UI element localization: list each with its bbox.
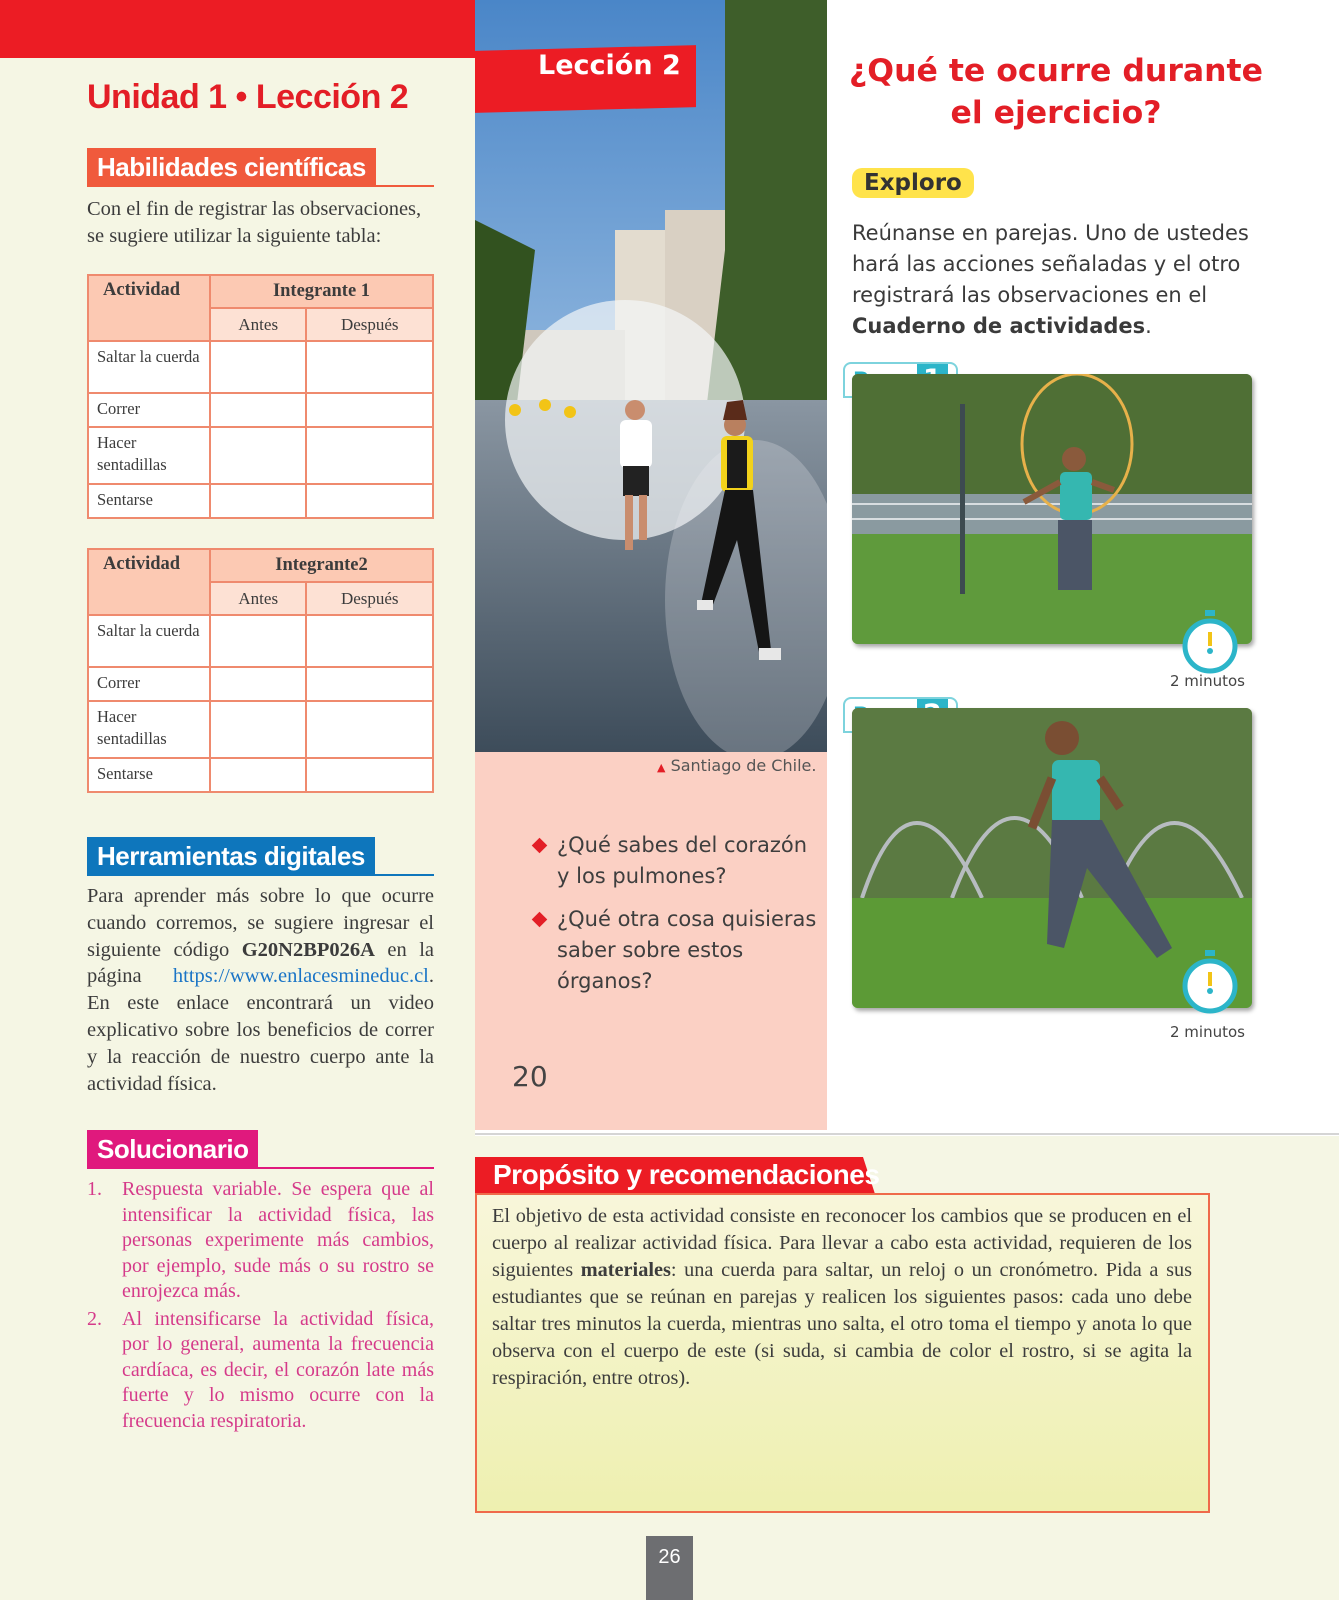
table-cell[interactable] xyxy=(306,701,433,758)
step-2-time: 2 minutos xyxy=(1170,1023,1245,1041)
table-cell[interactable] xyxy=(306,615,433,667)
solucionario-heading: Solucionario xyxy=(87,1130,258,1168)
table-header-after: Después xyxy=(306,582,433,615)
table-cell[interactable] xyxy=(306,341,433,393)
table-cell[interactable] xyxy=(210,758,306,792)
table-cell[interactable] xyxy=(306,758,433,792)
table-header-member: Integrante2 xyxy=(210,549,433,582)
purpose-heading: Propósito y recomendaciones xyxy=(493,1159,880,1190)
enlaces-link[interactable]: https://www.enlacesmineduc.cl xyxy=(172,965,429,988)
explore-bold: Cuaderno de actividades xyxy=(852,314,1146,338)
page-number-tab xyxy=(646,1536,693,1600)
table-header-member: Integrante 1 xyxy=(210,275,433,308)
herramientas-text-part: Para aprender más sobre lo que ocurre cuando corremos, se sugiere ingresar el siguiente código xyxy=(87,885,434,961)
purpose-bold: materiales xyxy=(580,1259,671,1281)
step-1-time: 2 minutos xyxy=(1170,672,1245,690)
table-header-activity: Actividad xyxy=(88,275,210,341)
purpose-text xyxy=(492,1203,1192,1392)
table-cell[interactable] xyxy=(306,393,433,427)
list-item xyxy=(87,1307,434,1435)
student-page-number: 20 xyxy=(512,1060,548,1093)
step-1-photo xyxy=(852,374,1252,644)
marathon-photo xyxy=(475,0,827,752)
question-item xyxy=(531,830,821,892)
habilidades-heading: Habilidades científicas xyxy=(87,148,376,186)
herramientas-text-part: . En este enlace encontrará un video explicativo sobre los beneficios de correr y la reacción de nuestro cuerpo ante la actividad física. xyxy=(87,965,434,1095)
unit-title: Unidad 1 • Lección 2 xyxy=(87,78,409,116)
table-row-label: Hacer sentadillas xyxy=(88,427,210,484)
photo-caption xyxy=(657,756,816,775)
table-cell[interactable] xyxy=(210,393,306,427)
list-number: 1. xyxy=(87,1178,102,1200)
herramientas-underline xyxy=(87,874,434,876)
habilidades-intro: Con el fin de registrar las observaciones, se sugiere utilizar la siguiente tabla: xyxy=(87,198,422,247)
solucionario-underline xyxy=(87,1167,434,1169)
purpose-text-part: : una cuerda para saltar, un reloj o un cronómetro. Pida a sus estudiantes que se reúnan en parejas y realicen los siguientes pasos: cada uno debe saltar tres minutos la cuerda, mientras uno salta, el otro toma el tiempo y anota lo que observa con el cuerpo de este (si suda, si cambia de color el rostro, si se agita la respiración, entre otros). xyxy=(492,1259,1192,1389)
table-header-after: Después xyxy=(306,308,433,341)
table-cell[interactable] xyxy=(210,615,306,667)
caption-text: Santiago de Chile. xyxy=(670,756,817,775)
list-text: Respuesta variable. Se espera que al intensificar la actividad física, las personas experimente más cambios, por ejemplo, sude más o su rostro se enrojezca más. xyxy=(122,1178,434,1302)
access-code: G20N2BP026A xyxy=(241,938,375,961)
observation-table-1 xyxy=(87,274,434,519)
list-text: Al intensificarse la actividad física, por lo general, aumenta la frecuencia cardíaca, es decir, el corazón late más fuerte y lo mismo ocurre con la frecuencia respiratoria. xyxy=(122,1307,434,1432)
question-item xyxy=(531,904,821,997)
table-cell[interactable] xyxy=(210,667,306,701)
table-row-label: Saltar la cuerda xyxy=(88,615,210,667)
table-cell[interactable] xyxy=(210,484,306,518)
lesson-tag-label: Lección 2 xyxy=(538,50,681,81)
table-cell[interactable] xyxy=(210,701,306,758)
explore-text xyxy=(852,218,1272,342)
table-row-label: Correr xyxy=(88,393,210,427)
observation-table-2 xyxy=(87,548,434,793)
top-red-bar xyxy=(0,0,475,58)
question-text: ¿Qué sabes del corazón y los pulmones? xyxy=(557,833,808,888)
table-row-label: Correr xyxy=(88,667,210,701)
page-number: 26 xyxy=(658,1546,681,1568)
table-header-before: Antes xyxy=(210,582,306,615)
table-row-label: Sentarse xyxy=(88,758,210,792)
herramientas-text xyxy=(87,883,434,1097)
table-cell[interactable] xyxy=(210,341,306,393)
table-row-label: Saltar la cuerda xyxy=(88,341,210,393)
divider xyxy=(475,1133,1339,1135)
herramientas-heading: Herramientas digitales xyxy=(87,837,375,875)
caption-triangle-icon: ▲ xyxy=(657,761,666,774)
herramientas-text-part: en la página xyxy=(87,938,434,988)
table-row-label: Hacer sentadillas xyxy=(88,701,210,758)
stopwatch-icon xyxy=(1178,950,1242,1019)
table-cell[interactable] xyxy=(210,427,306,484)
purpose-text-part: El objetivo de esta actividad consiste en reconocer los cambios que se producen en el cuerpo al realizar actividad física. Para llevar a cabo esta actividad, requieren de los siguientes xyxy=(492,1205,1192,1281)
table-row-label: Sentarse xyxy=(88,484,210,518)
list-item xyxy=(87,1177,434,1305)
explore-text-part: . xyxy=(1145,314,1152,338)
question-text: ¿Qué otra cosa quisieras saber sobre estos órganos? xyxy=(557,907,817,993)
habilidades-underline xyxy=(87,185,434,187)
table-cell[interactable] xyxy=(306,484,433,518)
lesson-title: ¿Qué te ocurre durante el ejercicio? xyxy=(849,53,1263,131)
table-header-before: Antes xyxy=(210,308,306,341)
marathon-illustration xyxy=(475,0,827,752)
solucionario-list xyxy=(87,1177,434,1434)
list-number: 2. xyxy=(87,1307,102,1330)
explore-text-part: Reúnanse en parejas. Uno de ustedes hará las acciones señaladas y el otro registrará las observaciones en el xyxy=(852,221,1249,307)
explore-badge: Exploro xyxy=(852,168,974,198)
table-cell[interactable] xyxy=(306,667,433,701)
table-header-activity: Actividad xyxy=(88,549,210,615)
jump-rope-illustration xyxy=(852,374,1252,644)
stopwatch-icon xyxy=(1178,610,1242,679)
table-cell[interactable] xyxy=(306,427,433,484)
